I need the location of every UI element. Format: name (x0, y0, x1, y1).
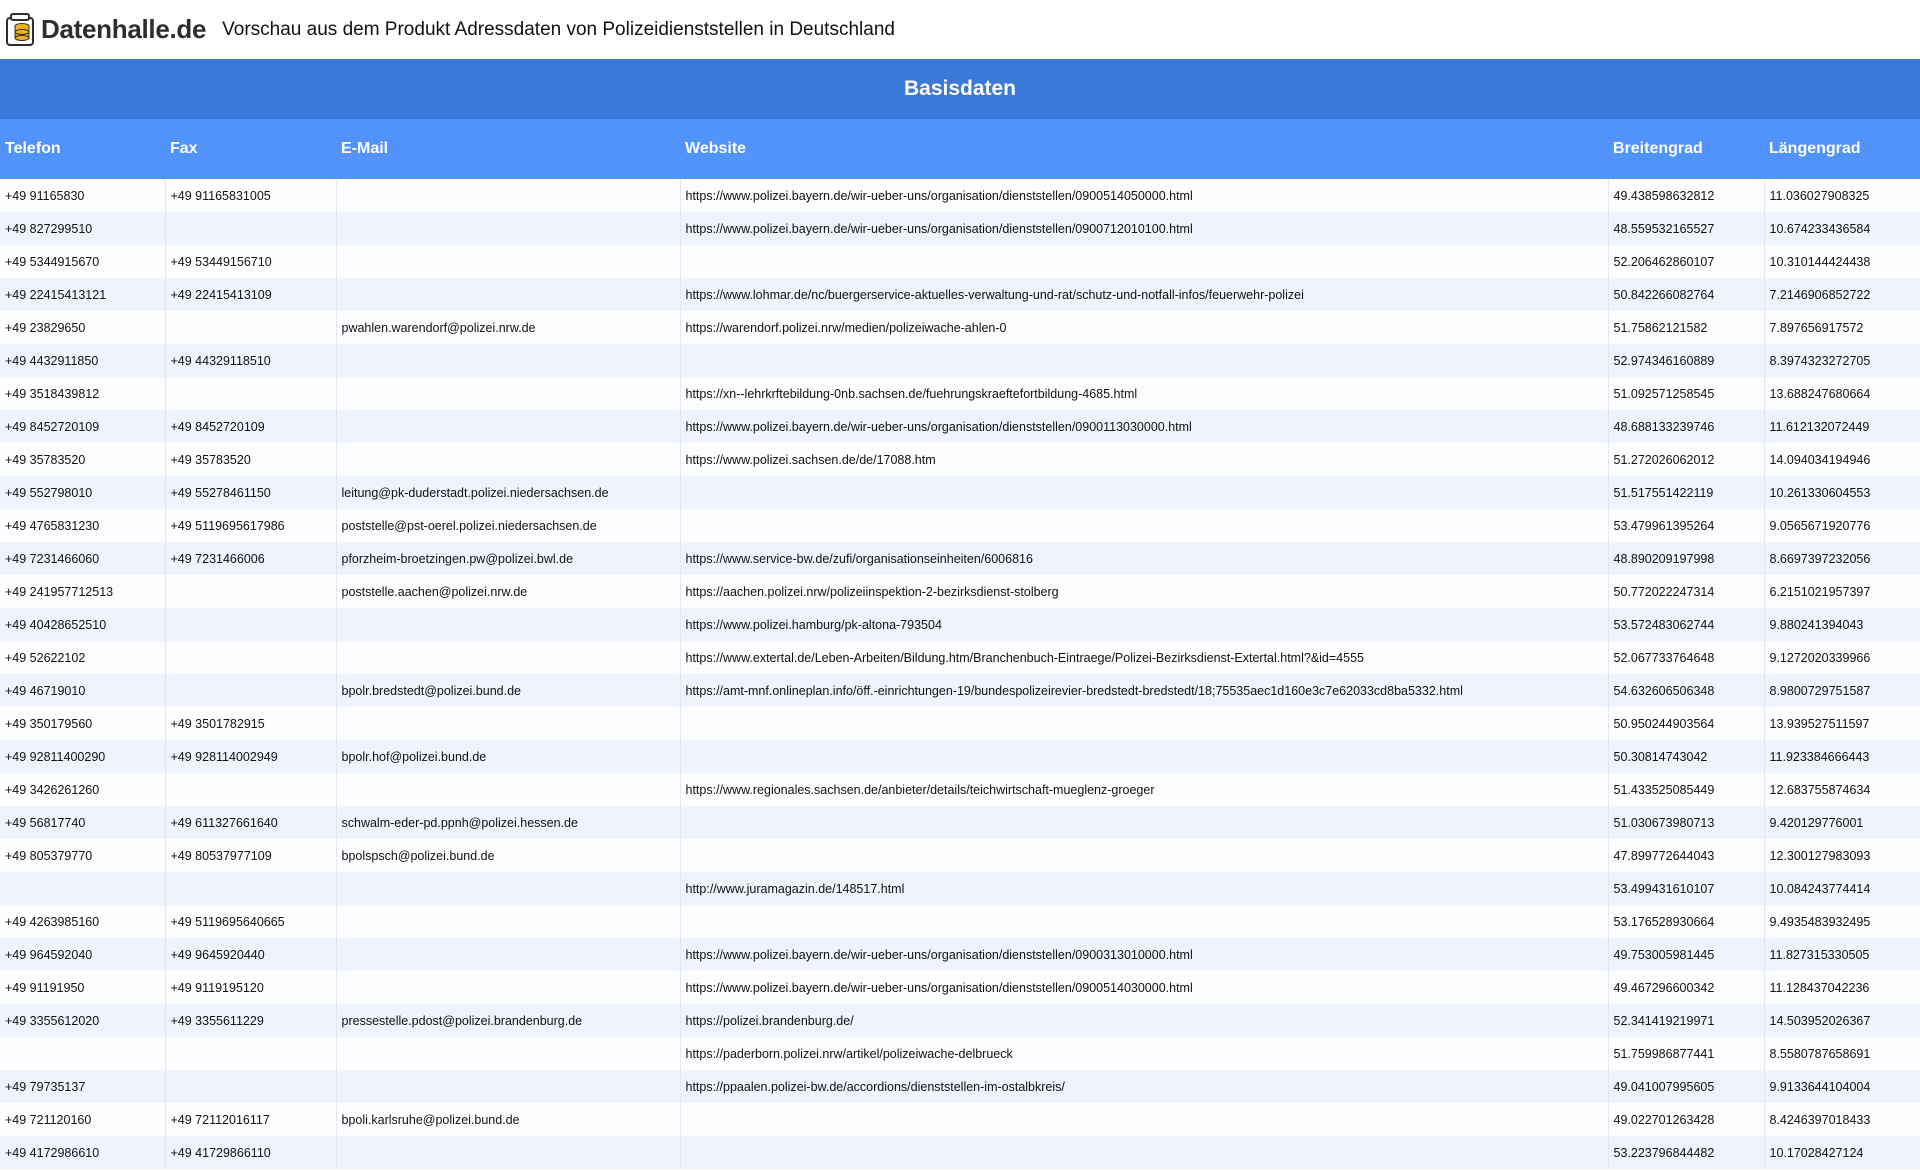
cell-website[interactable]: https://www.polizei.bayern.de/wir-ueber-uns/organisation/dienststellen/0900712010100.html (680, 212, 1608, 245)
cell-fax (165, 377, 336, 410)
cell-breitengrad: 49.753005981445 (1608, 938, 1764, 971)
top-bar (0, 0, 1920, 59)
cell-email[interactable]: bpolspsch@polizei.bund.de (336, 839, 680, 872)
cell-telefon: +49 52622102 (0, 641, 165, 674)
cell-laengengrad: 9.0565671920776 (1764, 509, 1920, 542)
cell-breitengrad: 48.559532165527 (1608, 212, 1764, 245)
cell-fax: +49 41729866110 (165, 1136, 336, 1169)
cell-breitengrad: 53.223796844482 (1608, 1136, 1764, 1169)
cell-fax: +49 9119195120 (165, 971, 336, 1004)
cell-email[interactable]: bpoli.karlsruhe@polizei.bund.de (336, 1103, 680, 1136)
column-header-fax[interactable]: Fax (165, 119, 336, 179)
cell-fax: +49 53449156710 (165, 245, 336, 278)
database-logo-icon (6, 13, 37, 47)
cell-laengengrad: 11.827315330505 (1764, 938, 1920, 971)
cell-fax (165, 773, 336, 806)
cell-telefon: +49 241957712513 (0, 575, 165, 608)
cell-telefon: +49 46719010 (0, 674, 165, 707)
table-row (0, 278, 1920, 311)
cell-laengengrad: 12.683755874634 (1764, 773, 1920, 806)
cell-website[interactable]: https://amt-mnf.onlineplan.info/öff.-einrichtungen-19/bundespolizeirevier-bredstedt-bredstedt/18;75535aec1d160e3c7e62033cd8ba5332.html (680, 674, 1608, 707)
cell-fax: +49 44329118510 (165, 344, 336, 377)
cell-fax: +49 80537977109 (165, 839, 336, 872)
cell-telefon: +49 552798010 (0, 476, 165, 509)
cell-email[interactable] (336, 377, 680, 410)
cell-telefon: +49 5344915670 (0, 245, 165, 278)
cell-fax: +49 5119695640665 (165, 905, 336, 938)
cell-breitengrad: 52.206462860107 (1608, 245, 1764, 278)
cell-telefon: +49 35783520 (0, 443, 165, 476)
cell-laengengrad: 10.17028427124 (1764, 1136, 1920, 1169)
cell-telefon (0, 872, 165, 905)
cell-breitengrad: 51.272026062012 (1608, 443, 1764, 476)
cell-telefon: +49 3355612020 (0, 1004, 165, 1037)
cell-telefon: +49 91191950 (0, 971, 165, 1004)
cell-website[interactable] (680, 806, 1608, 839)
cell-website[interactable] (680, 245, 1608, 278)
cell-breitengrad: 50.30814743042 (1608, 740, 1764, 773)
cell-email[interactable]: pwahlen.warendorf@polizei.nrw.de (336, 311, 680, 344)
cell-breitengrad: 53.479961395264 (1608, 509, 1764, 542)
section-title: Basisdaten (903, 77, 1017, 100)
cell-email[interactable]: pressestelle.pdost@polizei.brandenburg.de (336, 1004, 680, 1037)
cell-laengengrad: 14.503952026367 (1764, 1004, 1920, 1037)
cell-laengengrad: 10.084243774414 (1764, 872, 1920, 905)
cell-website[interactable]: https://www.polizei.bayern.de/wir-ueber-uns/organisation/dienststellen/0900113030000.html (680, 410, 1608, 443)
table-row (0, 641, 1920, 674)
cell-website[interactable]: https://www.service-bw.de/zufi/organisationseinheiten/6006816 (680, 542, 1608, 575)
table-row (0, 509, 1920, 542)
cell-laengengrad: 11.036027908325 (1764, 179, 1920, 212)
cell-fax (165, 311, 336, 344)
cell-website[interactable]: https://www.polizei.sachsen.de/de/17088.htm (680, 443, 1608, 476)
table-row (0, 443, 1920, 476)
column-header-breitengrad[interactable]: Breitengrad (1608, 119, 1764, 179)
cell-breitengrad: 48.688133239746 (1608, 410, 1764, 443)
cell-telefon: +49 79735137 (0, 1070, 165, 1103)
cell-website[interactable]: https://paderborn.polizei.nrw/artikel/polizeiwache-delbrueck (680, 1037, 1608, 1070)
cell-laengengrad: 8.5580787658691 (1764, 1037, 1920, 1070)
table-row (0, 938, 1920, 971)
cell-laengengrad: 9.4935483932495 (1764, 905, 1920, 938)
table-row (0, 839, 1920, 872)
cell-website[interactable] (680, 344, 1608, 377)
column-header-telefon[interactable]: Telefon (0, 119, 165, 179)
cell-breitengrad: 51.433525085449 (1608, 773, 1764, 806)
cell-email[interactable]: pforzheim-broetzingen.pw@polizei.bwl.de (336, 542, 680, 575)
cell-email[interactable] (336, 608, 680, 641)
cell-telefon: +49 4432911850 (0, 344, 165, 377)
cell-website[interactable] (680, 905, 1608, 938)
cell-telefon: +49 3426261260 (0, 773, 165, 806)
cell-fax (165, 1037, 336, 1070)
cell-website[interactable] (680, 509, 1608, 542)
cell-email[interactable] (336, 1037, 680, 1070)
cell-breitengrad: 51.517551422119 (1608, 476, 1764, 509)
cell-fax (165, 641, 336, 674)
table-row (0, 1070, 1920, 1103)
cell-breitengrad: 52.067733764648 (1608, 641, 1764, 674)
table-row (0, 1136, 1920, 1169)
table-header-row (0, 119, 1920, 179)
table-row (0, 311, 1920, 344)
table-row (0, 806, 1920, 839)
table-row (0, 179, 1920, 212)
cell-breitengrad: 52.341419219971 (1608, 1004, 1764, 1037)
cell-email[interactable]: schwalm-eder-pd.ppnh@polizei.hessen.de (336, 806, 680, 839)
cell-email[interactable] (336, 1070, 680, 1103)
cell-email[interactable] (336, 872, 680, 905)
cell-fax (165, 212, 336, 245)
logo-text: Datenhalle.de (41, 14, 207, 44)
cell-breitengrad: 51.75862121582 (1608, 311, 1764, 344)
cell-laengengrad: 8.9800729751587 (1764, 674, 1920, 707)
cell-laengengrad: 6.2151021957397 (1764, 575, 1920, 608)
cell-email[interactable] (336, 1136, 680, 1169)
cell-telefon (0, 1037, 165, 1070)
cell-fax: +49 91165831005 (165, 179, 336, 212)
cell-fax (165, 674, 336, 707)
cell-telefon: +49 22415413121 (0, 278, 165, 311)
cell-breitengrad: 50.842266082764 (1608, 278, 1764, 311)
cell-website[interactable]: https://www.polizei.hamburg/pk-altona-793504 (680, 608, 1608, 641)
cell-telefon: +49 23829650 (0, 311, 165, 344)
cell-telefon: +49 805379770 (0, 839, 165, 872)
cell-laengengrad: 9.420129776001 (1764, 806, 1920, 839)
cell-email[interactable]: bpolr.bredstedt@polizei.bund.de (336, 674, 680, 707)
cell-fax: +49 611327661640 (165, 806, 336, 839)
cell-breitengrad: 49.438598632812 (1608, 179, 1764, 212)
cell-breitengrad: 47.899772644043 (1608, 839, 1764, 872)
cell-telefon: +49 964592040 (0, 938, 165, 971)
cell-breitengrad: 49.467296600342 (1608, 971, 1764, 1004)
table-row (0, 1004, 1920, 1037)
cell-fax: +49 928114002949 (165, 740, 336, 773)
cell-fax (165, 872, 336, 905)
cell-laengengrad: 14.094034194946 (1764, 443, 1920, 476)
table-row (0, 971, 1920, 1004)
cell-fax (165, 608, 336, 641)
column-header-email[interactable]: E-Mail (336, 119, 680, 179)
cell-email[interactable] (336, 773, 680, 806)
cell-email[interactable] (336, 971, 680, 1004)
cell-laengengrad: 7.897656917572 (1764, 311, 1920, 344)
cell-fax: +49 8452720109 (165, 410, 336, 443)
cell-breitengrad: 49.041007995605 (1608, 1070, 1764, 1103)
cell-laengengrad: 12.300127983093 (1764, 839, 1920, 872)
cell-website[interactable]: https://warendorf.polizei.nrw/medien/polizeiwache-ahlen-0 (680, 311, 1608, 344)
table-row (0, 707, 1920, 740)
cell-telefon: +49 40428652510 (0, 608, 165, 641)
cell-email[interactable] (336, 179, 680, 212)
table-row (0, 476, 1920, 509)
cell-laengengrad: 11.128437042236 (1764, 971, 1920, 1004)
cell-telefon: +49 7231466060 (0, 542, 165, 575)
cell-website[interactable]: https://aachen.polizei.nrw/polizeiinspektion-2-bezirksdienst-stolberg (680, 575, 1608, 608)
cell-laengengrad: 11.923384666443 (1764, 740, 1920, 773)
cell-website[interactable]: https://www.lohmar.de/nc/buergerservice-aktuelles-verwaltung-und-rat/schutz-und-notfall-infos/feuerwehr-polizei (680, 278, 1608, 311)
cell-breitengrad: 52.974346160889 (1608, 344, 1764, 377)
cell-website[interactable]: http://www.juramagazin.de/148517.html (680, 872, 1608, 905)
cell-laengengrad: 7.2146906852722 (1764, 278, 1920, 311)
cell-website[interactable]: https://www.polizei.bayern.de/wir-ueber-uns/organisation/dienststellen/0900514030000.html (680, 971, 1608, 1004)
cell-laengengrad: 11.612132072449 (1764, 410, 1920, 443)
cell-laengengrad: 10.261330604553 (1764, 476, 1920, 509)
cell-laengengrad: 9.880241394043 (1764, 608, 1920, 641)
cell-fax: +49 55278461150 (165, 476, 336, 509)
cell-website[interactable] (680, 707, 1608, 740)
cell-website[interactable] (680, 839, 1608, 872)
table-row (0, 377, 1920, 410)
cell-website[interactable]: https://www.polizei.bayern.de/wir-ueber-uns/organisation/dienststellen/0900514050000.html (680, 179, 1608, 212)
cell-email[interactable] (336, 641, 680, 674)
table-row (0, 905, 1920, 938)
cell-laengengrad: 10.310144424438 (1764, 245, 1920, 278)
cell-breitengrad: 53.572483062744 (1608, 608, 1764, 641)
table-row (0, 212, 1920, 245)
cell-website[interactable]: https://polizei.brandenburg.de/ (680, 1004, 1608, 1037)
cell-email[interactable] (336, 278, 680, 311)
cell-breitengrad: 53.499431610107 (1608, 872, 1764, 905)
cell-website[interactable] (680, 476, 1608, 509)
data-table (0, 119, 1920, 1169)
page-title: Vorschau aus dem Produkt Adressdaten von Polizeidienststellen in Deutschland (222, 18, 895, 40)
table-row (0, 542, 1920, 575)
table-row (0, 674, 1920, 707)
table-row (0, 344, 1920, 377)
cell-telefon: +49 350179560 (0, 707, 165, 740)
cell-laengengrad: 9.1272020339966 (1764, 641, 1920, 674)
cell-breitengrad: 49.022701263428 (1608, 1103, 1764, 1136)
cell-website[interactable] (680, 1103, 1608, 1136)
cell-email[interactable]: poststelle@pst-oerel.polizei.niedersachsen.de (336, 509, 680, 542)
cell-website[interactable]: https://www.regionales.sachsen.de/anbieter/details/teichwirtschaft-mueglenz-groeger (680, 773, 1608, 806)
cell-laengengrad: 13.939527511597 (1764, 707, 1920, 740)
cell-email[interactable] (336, 707, 680, 740)
section-header (0, 59, 1920, 119)
logo[interactable] (6, 13, 206, 47)
cell-fax: +49 3355611229 (165, 1004, 336, 1037)
table-row (0, 1037, 1920, 1070)
column-header-laengengrad[interactable]: Längengrad (1764, 119, 1920, 179)
cell-fax (165, 1070, 336, 1103)
table-row (0, 740, 1920, 773)
cell-fax: +49 7231466006 (165, 542, 336, 575)
cell-fax: +49 72112016117 (165, 1103, 336, 1136)
cell-breitengrad: 51.092571258545 (1608, 377, 1764, 410)
cell-breitengrad: 50.772022247314 (1608, 575, 1764, 608)
cell-laengengrad: 8.6697397232056 (1764, 542, 1920, 575)
table-row (0, 245, 1920, 278)
cell-laengengrad: 8.3974323272705 (1764, 344, 1920, 377)
cell-email[interactable] (336, 212, 680, 245)
cell-telefon: +49 721120160 (0, 1103, 165, 1136)
cell-telefon: +49 4172986610 (0, 1136, 165, 1169)
cell-breitengrad: 51.759986877441 (1608, 1037, 1764, 1070)
cell-email[interactable]: bpolr.hof@polizei.bund.de (336, 740, 680, 773)
cell-website[interactable]: https://ppaalen.polizei-bw.de/accordions/dienststellen-im-ostalbkreis/ (680, 1070, 1608, 1103)
cell-telefon: +49 92811400290 (0, 740, 165, 773)
cell-website[interactable]: https://www.polizei.bayern.de/wir-ueber-uns/organisation/dienststellen/0900313010000.html (680, 938, 1608, 971)
cell-telefon: +49 4263985160 (0, 905, 165, 938)
cell-fax (165, 575, 336, 608)
table-row (0, 872, 1920, 905)
cell-website[interactable] (680, 740, 1608, 773)
cell-laengengrad: 10.674233436584 (1764, 212, 1920, 245)
table-row (0, 773, 1920, 806)
cell-telefon: +49 56817740 (0, 806, 165, 839)
table-row (0, 575, 1920, 608)
cell-breitengrad: 54.632606506348 (1608, 674, 1764, 707)
column-header-website[interactable]: Website (680, 119, 1608, 179)
cell-email[interactable] (336, 938, 680, 971)
cell-telefon: +49 3518439812 (0, 377, 165, 410)
cell-email[interactable] (336, 344, 680, 377)
cell-telefon: +49 4765831230 (0, 509, 165, 542)
cell-email[interactable]: leitung@pk-duderstadt.polizei.niedersachsen.de (336, 476, 680, 509)
cell-website[interactable]: https://www.extertal.de/Leben-Arbeiten/Bildung.htm/Branchenbuch-Eintraege/Polizei-Bezirksdienst-Extertal.html?&id=4555 (680, 641, 1608, 674)
cell-website[interactable] (680, 1136, 1608, 1169)
cell-breitengrad: 51.030673980713 (1608, 806, 1764, 839)
table-row (0, 608, 1920, 641)
cell-laengengrad: 8.4246397018433 (1764, 1103, 1920, 1136)
cell-fax: +49 3501782915 (165, 707, 336, 740)
cell-telefon: +49 91165830 (0, 179, 165, 212)
cell-email[interactable] (336, 245, 680, 278)
cell-fax: +49 5119695617986 (165, 509, 336, 542)
cell-laengengrad: 13.688247680664 (1764, 377, 1920, 410)
cell-email[interactable] (336, 410, 680, 443)
cell-fax: +49 35783520 (165, 443, 336, 476)
cell-telefon: +49 8452720109 (0, 410, 165, 443)
table-body (0, 179, 1920, 1169)
cell-email[interactable] (336, 443, 680, 476)
cell-breitengrad: 48.890209197998 (1608, 542, 1764, 575)
cell-telefon: +49 827299510 (0, 212, 165, 245)
cell-email[interactable]: poststelle.aachen@polizei.nrw.de (336, 575, 680, 608)
cell-fax: +49 9645920440 (165, 938, 336, 971)
cell-breitengrad: 53.176528930664 (1608, 905, 1764, 938)
cell-website[interactable]: https://xn--lehrkrftebildung-0nb.sachsen.de/fuehrungskraeftefortbildung-4685.html (680, 377, 1608, 410)
cell-breitengrad: 50.950244903564 (1608, 707, 1764, 740)
cell-fax: +49 22415413109 (165, 278, 336, 311)
cell-email[interactable] (336, 905, 680, 938)
table-row (0, 410, 1920, 443)
cell-laengengrad: 9.9133644104004 (1764, 1070, 1920, 1103)
table-row (0, 1103, 1920, 1136)
